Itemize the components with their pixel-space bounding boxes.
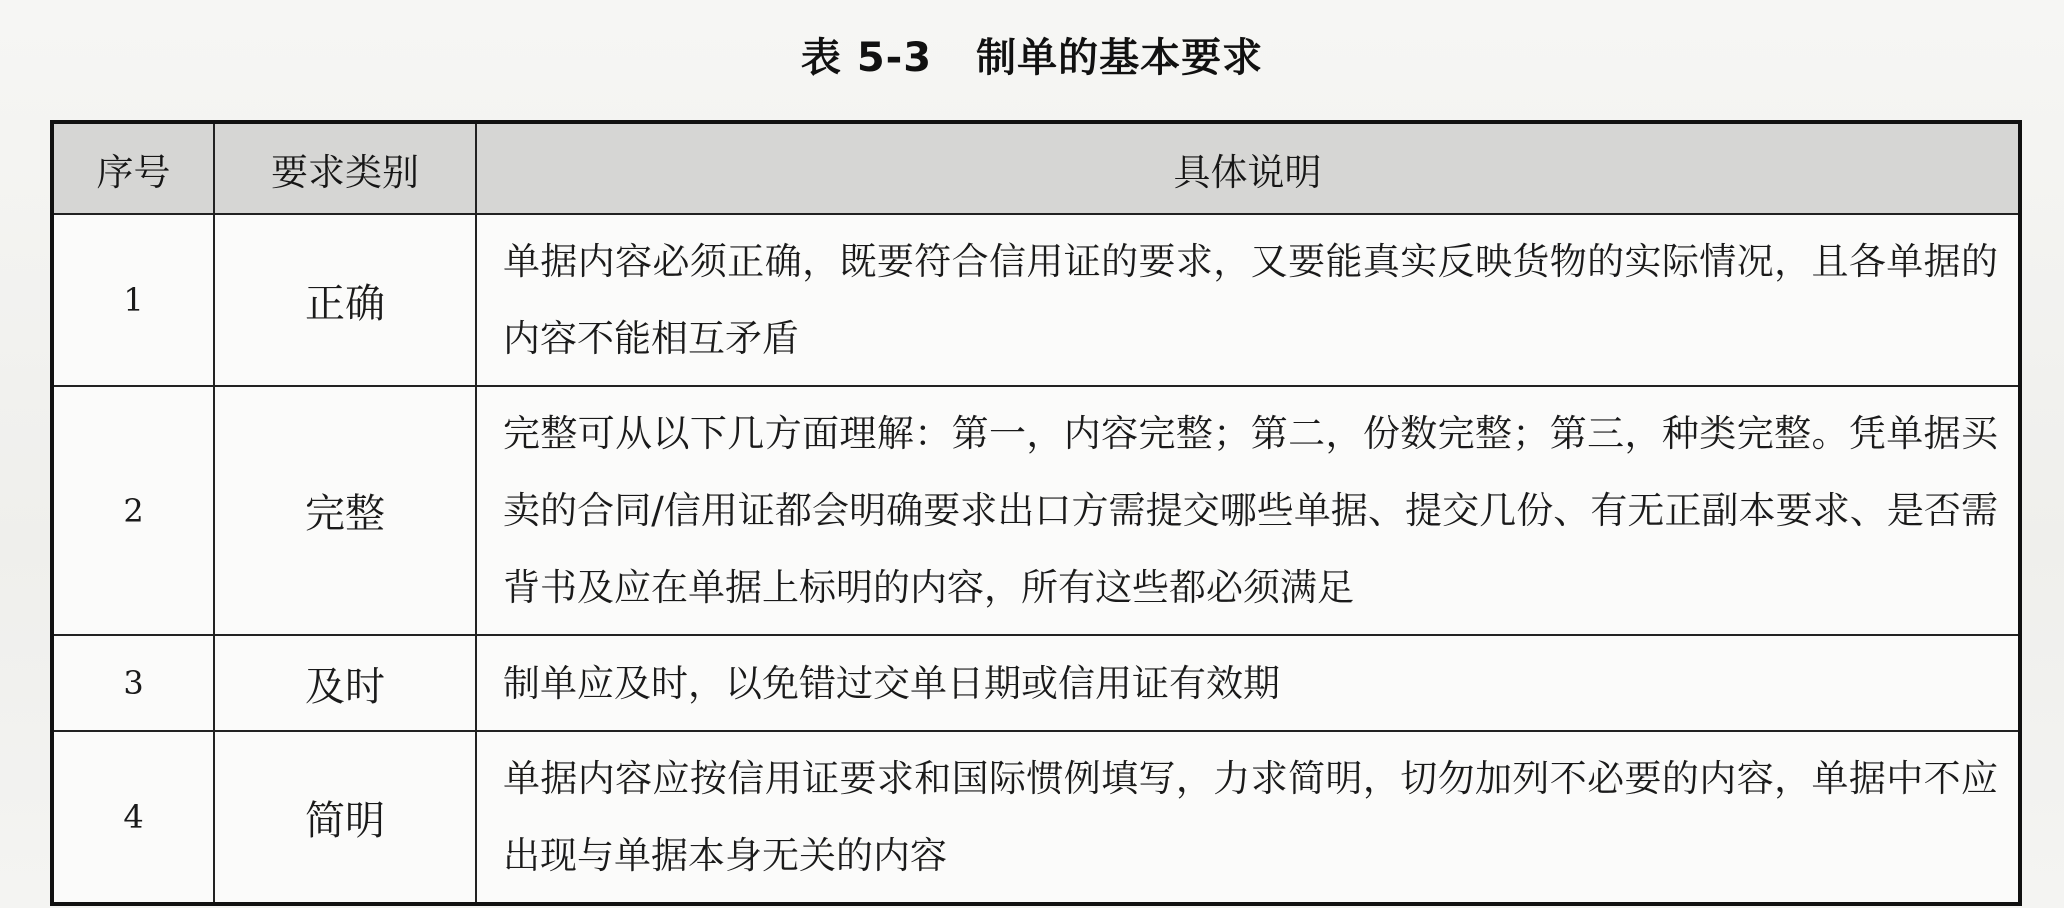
row-number: 1 xyxy=(52,214,214,386)
row-category: 完整 xyxy=(214,386,476,635)
requirements-table xyxy=(50,120,2022,906)
row-category: 正确 xyxy=(214,214,476,386)
header-serial-number: 序号 xyxy=(52,122,214,214)
header-requirement-category: 要求类别 xyxy=(214,122,476,214)
table-caption xyxy=(0,26,2064,83)
table-number: 表 5-3 xyxy=(800,35,933,81)
row-number: 3 xyxy=(52,635,214,731)
row-description: 完整可从以下几方面理解：第一，内容完整；第二，份数完整；第三，种类完整。凭单据买卖的合同/信用证都会明确要求出口方需提交哪些单据、提交几份、有无正副本要求、是否需背书及应在单据上标明的内容，所有这些都必须满足 xyxy=(476,386,2020,635)
table-row xyxy=(52,214,2020,386)
table-header-row xyxy=(52,122,2020,214)
row-category: 简明 xyxy=(214,731,476,904)
row-description: 单据内容应按信用证要求和国际惯例填写，力求简明，切勿加列不必要的内容，单据中不应出现与单据本身无关的内容 xyxy=(476,731,2020,904)
table-row xyxy=(52,386,2020,635)
row-description: 制单应及时，以免错过交单日期或信用证有效期 xyxy=(476,635,2020,731)
row-category: 及时 xyxy=(214,635,476,731)
header-description: 具体说明 xyxy=(476,122,2020,214)
row-number: 2 xyxy=(52,386,214,635)
row-number: 4 xyxy=(52,731,214,904)
row-description: 单据内容必须正确，既要符合信用证的要求，又要能真实反映货物的实际情况，且各单据的内容不能相互矛盾 xyxy=(476,214,2020,386)
table-row xyxy=(52,731,2020,904)
table-title: 制单的基本要求 xyxy=(976,35,1264,81)
table-row xyxy=(52,635,2020,731)
